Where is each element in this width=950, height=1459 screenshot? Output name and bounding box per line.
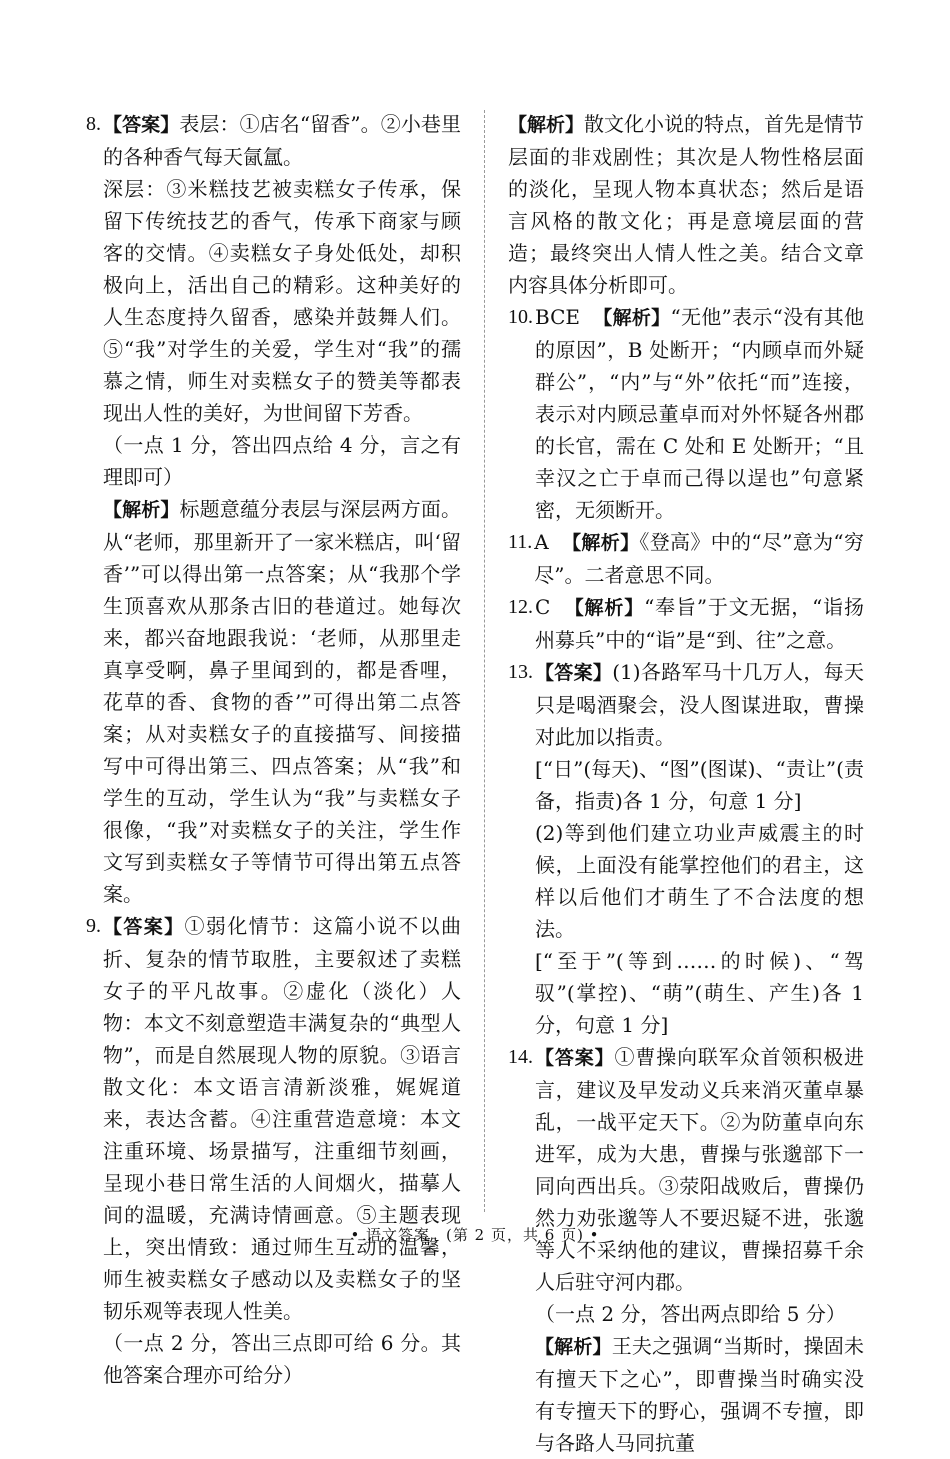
question-11 bbox=[508, 526, 864, 591]
choice-answer: BCE bbox=[535, 305, 580, 329]
question-8 bbox=[86, 108, 461, 910]
score-note: [“至于”(等到……的时候)、“驾驭”(掌控)、“萌”(萌生、产生)各 1 分，句意 1 分] bbox=[535, 949, 864, 1037]
question-13 bbox=[508, 656, 864, 1041]
question-9 bbox=[86, 910, 461, 1391]
answer-paragraph bbox=[535, 591, 864, 656]
analysis-text: “奉旨”于文无据，“诣扬州募兵”中的“诣”是“到、往”之意。 bbox=[535, 595, 864, 652]
score-note: （一点 2 分，答出三点即可给 6 分。其他答案合理亦可给分） bbox=[103, 1331, 461, 1387]
analysis-text: 王夫之强调“当斯时，操固未有擅天下之心”，即曹操当时确实没有专擅天下的野心，强调不专擅，即与各路人马同抗董 bbox=[535, 1334, 864, 1455]
column-divider bbox=[484, 110, 485, 1212]
question-12 bbox=[508, 591, 864, 656]
score-note: （一点 2 分，答出两点即给 5 分） bbox=[535, 1302, 846, 1326]
answer-label: 【答案】 bbox=[535, 662, 613, 684]
question-10 bbox=[508, 301, 864, 526]
answer-label: 【答案】 bbox=[103, 916, 185, 938]
question-number: 13. bbox=[508, 661, 533, 683]
analysis-label: 【解析】 bbox=[593, 307, 671, 329]
translation-1: (1)各路军马十几万人，每天只是喝酒聚会，没人图谋进取，曹操对此加以指责。 bbox=[535, 660, 864, 749]
q9-analysis-paragraph bbox=[508, 108, 864, 301]
answer-paragraph bbox=[535, 301, 864, 526]
answer-label: 【答案】 bbox=[103, 114, 180, 136]
left-column bbox=[86, 108, 461, 1391]
analysis-label: 【解析】 bbox=[564, 597, 645, 619]
answer-deep: 深层：③米糕技艺被卖糕女子传承，保留下传统技艺的香气，传承下商家与顾客的交情。④卖糕女子身处低处，却积极向上，活出自己的精彩。这种美好的人生态度持久留香，感染并鼓舞人们。⑤“我”对学生的关爱，学生对“我”的孺慕之情，师生对卖糕女子的赞美等都表现出人性的美好，为世间留下芳香。 bbox=[103, 177, 461, 425]
answer-paragraph bbox=[534, 526, 864, 591]
choice-answer: A bbox=[534, 530, 549, 554]
question-number: 14. bbox=[508, 1046, 533, 1068]
question-number: 9. bbox=[86, 915, 101, 937]
question-number: 8. bbox=[86, 113, 101, 135]
analysis-paragraph bbox=[535, 1330, 864, 1459]
answer-label: 【答案】 bbox=[535, 1047, 615, 1069]
question-number: 12. bbox=[508, 596, 533, 618]
analysis-label: 【解析】 bbox=[508, 114, 585, 136]
analysis-label: 【解析】 bbox=[535, 1336, 612, 1358]
answer-text: ①曹操向联军众首领积极进言，建议及早发动义兵来消灭董卓暴乱，一战平定天下。②为防董卓向东进军，成为大患，曹操与张邈部下一同向西出兵。③荥阳战败后，曹操仍然力劝张邈等人不要迟疑不进，张邈等人不采纳他的建议，曹操招募千余人后驻守河内郡。 bbox=[535, 1045, 864, 1294]
answer-surface: 表层：①店名“留香”。②小巷里的各种香气每天氤氲。 bbox=[103, 112, 461, 169]
analysis-text: 《登高》中的“尽”意为“穷尽”。二者意思不同。 bbox=[534, 530, 864, 587]
analysis-text: 散文化小说的特点，首先是情节层面的非戏剧性；其次是人物性格层面的淡化，呈现人物本真状态；然后是语言风格的散文化；再是意境层面的营造；最终突出人情人性之美。结合文章内容具体分析即可。 bbox=[508, 112, 865, 297]
analysis-text: 标题意蕴分表层与深层两方面。从“老师，那里新开了一家米糕店，叫‘留香’”可以得出第一点答案；从“我那个学生顶喜欢从那条古旧的巷道过。她每次来，都兴奋地跟我说：‘老师，从那里走真享受啊，鼻子里闻到的，都是香哩，花草的香、食物的香’”可得出第二点答案；从对卖糕女子的直接描写、间接描写中可得出第三、四点答案；从“我”和学生的互动，学生认为“我”与卖糕女子很像，“我”对卖糕女子的关注，学生作文写到卖糕女子等情节可得出第五点答案。 bbox=[103, 497, 461, 906]
right-column bbox=[508, 108, 864, 1459]
answer-paragraph bbox=[103, 108, 461, 173]
analysis-label: 【解析】 bbox=[103, 499, 180, 521]
answer-text: ①弱化情节：这篇小说不以曲折、复杂的情节取胜，主要叙述了卖糕女子的平凡故事。②虚化（淡化）人物：本文不刻意塑造丰满复杂的“典型人物”，而是自然展现人物的原貌。③语言散文化：本文语言清新淡雅，娓娓道来，表达含蓄。④注重营造意境：本文注重环境、场景描写，注重细节刻画，呈现小巷日常生活的人间烟火，描摹人间的温暖，充满诗情画意。⑤主题表现上，突出情致：通过师生互动的温馨，师生被卖糕女子感动以及卖糕女子的坚韧乐观等表现人性美。 bbox=[103, 914, 461, 1323]
analysis-paragraph bbox=[103, 493, 461, 910]
analysis-label: 【解析】 bbox=[562, 532, 640, 554]
question-number: 11. bbox=[508, 531, 533, 553]
answer-paragraph bbox=[535, 656, 864, 753]
analysis-text: “无他”表示“没有其他的原因”，B 处断开；“内顾卓而外疑群公”，“内”与“外”依托“而”连接，表示对内顾忌董卓而对外怀疑各州郡的长官，需在 C 处和 E 处断开；“且幸汉之亡于卓而己得以逞也”句意紧密，无须断开。 bbox=[535, 305, 864, 522]
question-14 bbox=[508, 1041, 864, 1459]
choice-answer: C bbox=[535, 595, 551, 619]
page-footer: • 语文答案 (第 2 页，共 6 页) • bbox=[350, 1226, 600, 1244]
score-note: （一点 1 分，答出四点给 4 分，言之有理即可） bbox=[103, 433, 461, 489]
score-note: [“日”(每天)、“图”(图谋)、“责让”(责备，指责)各 1 分，句意 1 分] bbox=[535, 757, 864, 813]
question-number: 10. bbox=[508, 306, 533, 328]
answer-paragraph bbox=[535, 1041, 864, 1298]
translation-2: (2)等到他们建立功业声威震主的时候，上面没有能掌控他们的君主，这样以后他们才萌生了不合法度的想法。 bbox=[535, 821, 864, 941]
answer-paragraph bbox=[103, 910, 461, 1327]
